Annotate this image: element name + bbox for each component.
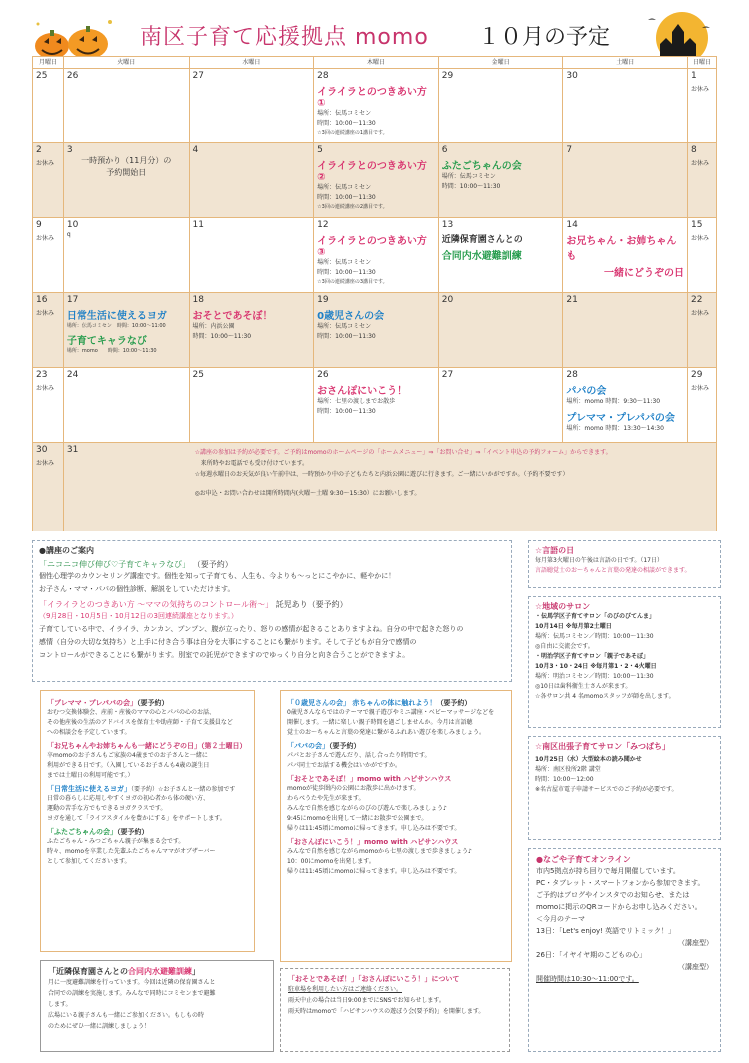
- weekday-tue: 火曜日: [64, 57, 190, 68]
- course-body: コントロールができることにも繋がります。別室での託児ができますのでゆっくり自分と向き合うことができますよ。: [39, 651, 410, 659]
- day-number: 28: [566, 370, 578, 380]
- box-line: 時間：10:00～12:00: [535, 776, 594, 783]
- event-title: 一緒にどうぞの日: [604, 268, 685, 279]
- closed-label: お休み: [691, 86, 710, 93]
- closed-label: お休み: [36, 160, 55, 167]
- day-number: 31: [66, 445, 79, 455]
- event-heading: 「プレママ・プレパパの会」（要予約）: [47, 699, 169, 707]
- event-title: イライラとのつきあい方①: [317, 87, 427, 109]
- event-title: パパの会: [566, 386, 607, 397]
- day-number: 18: [192, 295, 204, 305]
- evacuation-drill-box: [40, 960, 274, 1052]
- event-detail: ☆3回の連続講座の1講目です。: [317, 130, 388, 136]
- event-title: イライラとのつきあい方②: [317, 161, 427, 183]
- event-body: 時々、momoを卒業した先輩ふたごちゃんママがオブザーバー: [47, 848, 216, 855]
- event-detail: 場所：七里の渡しまでお散歩: [317, 398, 396, 405]
- day-cell: [688, 368, 716, 442]
- event-heading: 「０歳児さんの会」 赤ちゃんの体に触れよう！（要予約）: [287, 699, 472, 707]
- day-number: 15: [691, 220, 703, 230]
- day-number: 27: [192, 71, 204, 81]
- box-line: 雨天時はmomoで「ハピサンハウスの遊ぼう会(要予約)」を開催します。: [288, 1008, 485, 1015]
- event-body: ふたごちゃん・みつごちゃん親子が集まる会です。: [47, 838, 185, 845]
- day-number: 2: [36, 145, 42, 155]
- event-body: おむつ交換体験会、産前・産後のママの心とパパの心のお話、: [47, 709, 216, 716]
- day-cell: [33, 143, 64, 217]
- box-line: 合同での訓練を実施します。みんなで同時にコミセンまで避難: [48, 990, 216, 997]
- box-heading: ☆地域のサロン: [535, 602, 591, 611]
- day-number: 8: [691, 145, 697, 155]
- box-line: ご予約はブログやインスタでのお知らせ、または: [536, 891, 690, 899]
- event-title: 合同内水避難訓練: [441, 251, 522, 262]
- event-heading: 「お兄ちゃんやお姉ちゃんも一緒にどうぞの日」（第２土曜日）: [47, 742, 247, 750]
- day-number: 22: [691, 295, 703, 305]
- course-body: 個性心理学のカウンセリング講座です。個性を知って子育ても、人生も、今よりも～っとにこやかに、軽やかに！: [39, 572, 396, 580]
- box-line: ◎10日は歯科衛生士さんが来ます。: [535, 683, 632, 690]
- box-line: 開催時間は10:30～11:00です。: [536, 975, 639, 983]
- event-detail: 場所：伝馬コミセン: [441, 173, 496, 180]
- event-body: ヨガを通して「ライフスタイルを豊かにする」をサポートします。: [47, 815, 226, 822]
- box-line: 言語聴覚士のお～ちゃんと言葉の発達の相談ができます。: [535, 567, 691, 574]
- calendar-week-1: [33, 69, 716, 143]
- event-detail: 時間：10:00～11:30: [192, 333, 252, 340]
- box-line: 13日：「Let's enjoy! 英語でリトミック！」: [536, 927, 676, 935]
- event-detail: 予約開始日: [106, 168, 147, 177]
- weekday-sun: 日曜日: [693, 59, 712, 66]
- event-body: 日常の暮らしに応用しやすくヨガの初心者から体の硬い方、: [47, 795, 210, 802]
- calendar-week-3: [33, 218, 716, 293]
- day-cell: [688, 143, 716, 217]
- box-line: 10月14日 ※毎月第2土曜日: [535, 623, 612, 630]
- event-body: 利用ができる日です。（入園しているお子さんも4歳の誕生日: [47, 762, 210, 769]
- event-description: [287, 741, 505, 771]
- event-heading: 「パパの会」（要予約）: [287, 742, 361, 750]
- event-body: までは土曜日の利用可能です。）: [47, 772, 134, 779]
- day-cell: [190, 293, 315, 367]
- day-cell: [64, 69, 190, 142]
- event-title: おさんぽにいこう！: [317, 386, 408, 397]
- closed-label: お休み: [691, 310, 710, 317]
- box-line: 26日：「イヤイヤ期のこどもの心」: [536, 951, 647, 959]
- event-body: パパとお子さんで遊んだり、話し合ったり時間です。: [287, 752, 431, 759]
- box-line: 広場にいる親子さんも一緒にご参加ください。もしもの時: [48, 1012, 205, 1019]
- closed-label: お休み: [36, 235, 55, 242]
- event-detail: ☆3回の連続講座の3講目です。: [317, 279, 388, 285]
- box-line: momoに掲示のQRコードからお申し込みください。: [536, 903, 702, 911]
- calendar: [32, 56, 717, 531]
- event-body: その他産後の生活のアドバイスを保育士や助産師・子育て支援員など: [47, 719, 233, 726]
- box-line: （講座型）: [678, 963, 713, 971]
- course-dates: （9月28日・10月5日・10月12日の3回連続講座となります。）: [39, 612, 238, 620]
- section-heading: ●講座のご案内: [39, 546, 94, 555]
- day-cell: [563, 218, 688, 292]
- course-body: 子育てしている中で、イライラ、カンカン、プンプン、腹が立ったり、怒りの感情が起きることありますよね。自分の中で起きた怒りの: [39, 625, 464, 633]
- day-cell: [314, 368, 439, 442]
- event-detail: 時間：10:00～11:30: [317, 333, 376, 340]
- event-description: [47, 741, 248, 781]
- event-heading: 「おさんぽにいこう！」momo with ハピサンハウス: [287, 838, 459, 846]
- day-number: 12: [317, 220, 329, 230]
- day-cell: [64, 368, 190, 442]
- course-info-section: [32, 540, 512, 682]
- box-line: 場所：南区役所2階 講堂: [535, 766, 601, 773]
- day-number: 26: [66, 71, 79, 81]
- event-body: 9:45にmomoを出発して一緒にお散歩で公園まで。: [287, 815, 428, 822]
- event-heading: 「おそとであそぼ！」momo with ハピサンハウス: [287, 775, 452, 783]
- weekday-mon: 月曜日: [33, 57, 64, 68]
- box-line: 毎月第3火曜日の午後は言語の日です。（17日）: [535, 557, 663, 564]
- day-cell: [314, 293, 439, 367]
- day-cell: [190, 218, 315, 292]
- event-title: 近隣保育園さんとの: [441, 235, 523, 245]
- closed-label: お休み: [36, 460, 55, 467]
- event-body: 10：00にmomoを出発します。: [287, 858, 375, 865]
- day-number: 4: [192, 145, 199, 155]
- event-detail: ☆3回の連続講座の2講目です。: [317, 204, 388, 210]
- course-body: 感情（自分の大切な気持ち）と上手に付き合う事は自分を大事にすることにも繋がります。そして子どもが自分で感情の: [39, 638, 417, 646]
- box-line: します。: [48, 1001, 72, 1008]
- event-body: パパ同士でお話する機会はいかがですか。: [287, 762, 402, 769]
- stray-mark: q: [66, 231, 71, 238]
- day-cell: [439, 218, 564, 292]
- day-number: 5: [317, 145, 323, 155]
- note-line: 来所時やお電話でも受け付けています。: [200, 460, 309, 467]
- event-heading: 「日常生活に使えるヨガ」（要予約）☆お子さんと一緒の参加です: [47, 785, 236, 793]
- note-line: ☆講座の参加は予約が必要です。ご予約はmomoのホームページの「ホームメニュー」⇒「お問い合せ」⇒「イベント申込の予約フォーム」からできます。: [194, 449, 612, 456]
- day-number: 6: [441, 145, 448, 155]
- event-detail: 場所：momo 時間：9:30～11:30: [566, 398, 661, 405]
- calendar-week-5: [33, 368, 716, 443]
- box-line: 月に一度避難訓練を行っています。今回は近隣の保育園さんと: [48, 979, 216, 986]
- event-detail: 一時預かり（11月分）の: [81, 156, 172, 165]
- box-heading: 「おそとであそぼ！」「おさんぽにいこう！」について: [288, 975, 460, 983]
- event-title: おそとであそぼ！: [192, 311, 273, 322]
- box-heading: 「近隣保育園さんとの合同内水避難訓練」: [48, 967, 200, 976]
- note-line: ☆毎週水曜日のお天気が良い午前中は、一時預かり中の子どもたちと内浜公園に遊びに行きます。ご一緒にいかがですか。（予約不要です）: [194, 471, 569, 478]
- box-line: ◎自由に交流会です。: [535, 643, 594, 650]
- weekday-thu: 木曜日: [314, 57, 439, 68]
- day-cell: [33, 218, 64, 292]
- course-tag: 託児あり（要予約）: [275, 600, 348, 609]
- day-cell: [190, 368, 315, 442]
- event-description: [287, 837, 505, 877]
- event-body: momoが徒歩圏内の公園にお散歩に出かけます。: [287, 785, 420, 792]
- event-title: お兄ちゃん・お姉ちゃんも: [566, 236, 677, 262]
- day-cell: [33, 443, 64, 531]
- day-number: 25: [36, 71, 48, 81]
- day-cell: [563, 368, 688, 442]
- box-line: のためにぜひ一緒に訓練しましょう！: [48, 1023, 151, 1030]
- course-body: お子さん・ママ・パパの個性診断、解説をしていただけます。: [39, 585, 235, 593]
- calendar-week-6: [33, 443, 716, 531]
- weekday-sat: 土曜日: [563, 57, 688, 68]
- day-cell: [688, 218, 716, 292]
- day-cell: [439, 69, 564, 142]
- day-number: 27: [441, 370, 454, 380]
- course-tag: （要予約）: [192, 560, 233, 569]
- closed-label: お休み: [691, 160, 710, 167]
- event-detail: 時間：10:00～11:30: [317, 120, 376, 127]
- event-title: 日常生活に使えるヨガ: [66, 311, 167, 322]
- box-heading: ●なごや子育てオンライン: [536, 855, 631, 864]
- event-descriptions-middle: [280, 690, 512, 962]
- day-number: 1: [691, 71, 697, 81]
- day-number: 13: [441, 220, 454, 230]
- closed-label: お休み: [691, 235, 710, 242]
- box-line: 駐車場を利用したい方はご連絡ください。: [288, 986, 403, 993]
- box-heading: ☆南区出張子育てサロン「みつばち」: [535, 742, 671, 751]
- course-name: 「イライラとのつきあい方 ～ママの気持ちのコントロール術～」: [39, 600, 274, 609]
- weekday-wed: 水曜日: [190, 57, 315, 68]
- event-title: 子育てキャラなび: [66, 336, 147, 347]
- box-line: 市内5拠点が持ち回りで毎月開催しています。: [536, 867, 680, 875]
- event-detail: 場所：伝馬コミセン: [317, 184, 372, 191]
- day-number: 3: [66, 145, 73, 155]
- box-line: ☆各サロン共 4 名momoスタッフが師を出します。: [535, 693, 675, 700]
- day-number: 21: [566, 295, 578, 305]
- event-title: イライラとのつきあい方③: [317, 236, 427, 258]
- event-title: 0歳児さんの会: [317, 311, 385, 322]
- outdoor-note-box: [280, 968, 510, 1052]
- day-cell: [314, 218, 439, 292]
- box-line: ・明治学区子育てサロン「親子であそぼ」: [535, 653, 650, 660]
- day-cell: [688, 293, 716, 367]
- event-body: 運動の苦手な方でもできるヨガクラスです。: [47, 805, 167, 812]
- calendar-week-2: [33, 143, 716, 218]
- day-number: 7: [566, 145, 573, 155]
- day-number: 11: [192, 220, 204, 230]
- box-line: ＜今月のテーマ: [536, 915, 585, 923]
- box-line: （講座型）: [678, 939, 713, 947]
- day-number: 9: [36, 220, 42, 230]
- event-description: [47, 784, 248, 824]
- closed-label: お休み: [36, 310, 55, 317]
- box-line: ※名古屋市電子申請サービスでのご予約が必要です。: [535, 786, 678, 793]
- closed-label: お休み: [36, 385, 55, 392]
- box-line: 雨天中止の場合は当日9:00までにSNSでお知らせします。: [288, 997, 445, 1004]
- event-detail: 場所：伝馬コミセン 時間：10:00～11:00: [66, 323, 166, 329]
- online-box: [528, 848, 721, 1052]
- day-cell: [314, 143, 439, 217]
- day-cell: [190, 69, 315, 142]
- event-detail: 場所：momo 時間：13:30～14:30: [566, 425, 664, 432]
- day-cell: [563, 69, 688, 142]
- day-number: 14: [566, 220, 578, 230]
- event-description: [287, 774, 505, 834]
- event-body: 帰りは11:45頃にmomoに帰ってきます。申し込みは不要です。: [287, 868, 461, 875]
- course-title: [39, 559, 505, 570]
- weekday-fri: 金曜日: [439, 57, 564, 68]
- box-line: 場所：明治コミセン／時間：10:00～11:30: [535, 673, 654, 680]
- box-line: 10月25日（水）大型絵本の読み聞かせ: [535, 756, 642, 763]
- day-number: 20: [441, 295, 454, 305]
- day-cell: [33, 293, 64, 367]
- day-cell: [439, 368, 564, 442]
- event-descriptions-left: [40, 690, 255, 952]
- box-line: 10月3・10・24日 ※毎月第1・2・4火曜日: [535, 663, 657, 670]
- page-title: 南区子育て応援拠点 momo: [140, 25, 429, 50]
- event-detail: 時間：10:00～11:30: [317, 194, 376, 201]
- month-title: １０月の予定: [478, 25, 611, 50]
- day-number: 28: [317, 71, 329, 81]
- event-detail: 場所：内浜公園: [192, 323, 235, 330]
- day-number: 25: [192, 370, 204, 380]
- language-day-box: [528, 540, 721, 588]
- day-cell: [439, 143, 564, 217]
- box-line: PC・タブレット・スマートフォンから参加できます。: [536, 879, 705, 887]
- event-title: プレママ・プレパパの会: [566, 413, 675, 424]
- course-title: [39, 599, 505, 610]
- event-body: 開催します。一緒に楽しい親子時間を過ごしませんか。今月は言語聴: [287, 719, 473, 726]
- event-description: [47, 827, 248, 867]
- day-number: 24: [66, 370, 79, 380]
- day-number: 17: [66, 295, 79, 305]
- calendar-week-4: [33, 293, 716, 368]
- course-name: 「ニコニコ伸び伸び♡子育てキャラなび」: [39, 560, 191, 569]
- event-detail: 場所：伝馬コミセン: [317, 323, 372, 330]
- event-description: [287, 698, 505, 738]
- calendar-weekday-header: [33, 57, 716, 69]
- traveling-salon-box: [528, 736, 721, 840]
- day-cell: [688, 69, 716, 142]
- day-cell: [33, 368, 64, 442]
- event-title: ふたごちゃんの会: [441, 161, 522, 172]
- note-line: ◎お申込・お問い合わせは開所時間内(火曜～土曜 9:30～15:30）にお願いします。: [194, 490, 421, 497]
- event-body: 覚士のお～ちゃんと言葉の発達に繋がるふれあい遊びを楽しみましょう。: [287, 729, 486, 736]
- day-number: 10: [66, 220, 79, 230]
- day-cell: [64, 443, 189, 531]
- day-cell: [439, 293, 564, 367]
- event-body: みんなで自然を感じながらのびのび遊んで楽しみましょう♪: [287, 805, 447, 812]
- box-line: ・伝馬学区子育てサロン「のびのびてんま」: [535, 613, 656, 620]
- event-body: として参加してくださいます。: [47, 858, 131, 865]
- box-line: 場所：伝馬コミセン／時間：10:00～11:30: [535, 633, 654, 640]
- event-detail: 場所：伝馬コミセン: [317, 110, 372, 117]
- event-body: 帰りは11:45頃にmomoに帰ってきます。申し込みは不要です。: [287, 825, 461, 832]
- event-body: 0歳児さんならではのテーマで親子遊びやミニ講座・ベビーマッサージなどを: [287, 709, 495, 716]
- day-cell: [190, 143, 315, 217]
- event-heading: 「ふたごちゃんの会」（要予約）: [47, 828, 149, 836]
- event-detail: 場所：伝馬コミセン: [317, 259, 372, 266]
- calendar-notes: [189, 443, 716, 531]
- day-cell: [314, 69, 439, 142]
- day-cell: [64, 143, 190, 217]
- day-number: 30: [36, 445, 48, 455]
- event-body: への相談会を予定しています。: [47, 729, 131, 736]
- event-detail: 時間：10:00～11:30: [441, 183, 501, 190]
- day-cell: [33, 69, 64, 142]
- day-number: 16: [36, 295, 48, 305]
- day-number: 29: [691, 370, 703, 380]
- closed-label: お休み: [691, 385, 710, 392]
- event-body: わらべうたや先生が来ます。: [287, 795, 365, 802]
- day-number: 19: [317, 295, 329, 305]
- event-detail: 時間：10:00～11:30: [317, 408, 376, 415]
- event-body: 卒momoのお子さんもご家族の4歳までのお子さんと一緒に: [47, 752, 208, 759]
- day-number: 29: [441, 71, 454, 81]
- day-cell: [563, 293, 688, 367]
- day-number: 30: [566, 71, 578, 81]
- day-number: 26: [317, 370, 329, 380]
- day-number: 23: [36, 370, 48, 380]
- box-heading: ☆言語の日: [535, 546, 575, 555]
- day-cell: [64, 293, 190, 367]
- event-body: みんなで自然を感じながらmomoから七里の渡しまで歩きましょう♪: [287, 848, 472, 855]
- day-cell: [563, 143, 688, 217]
- event-description: [47, 698, 248, 738]
- event-detail: 場所：momo 時間：10:00～11:30: [66, 348, 157, 354]
- local-salon-box: [528, 596, 721, 728]
- event-detail: 時間：10:00～11:30: [317, 269, 376, 276]
- day-cell: [64, 218, 190, 292]
